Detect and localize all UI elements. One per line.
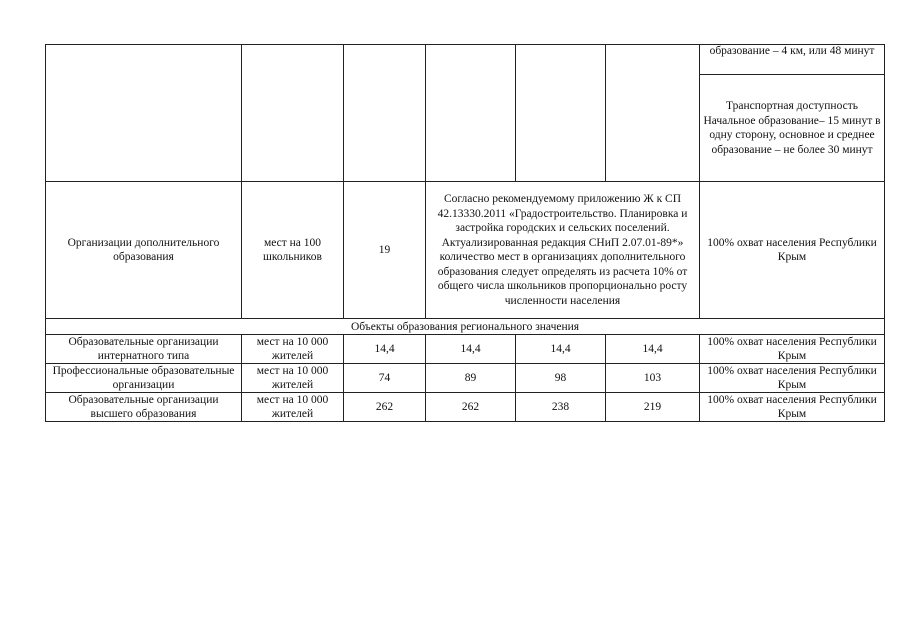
- education-standards-table: [45, 44, 885, 422]
- organization-name-cell: Образовательные организации высшего образования: [46, 393, 242, 422]
- value-cell: 262: [344, 393, 426, 422]
- coverage-cell: 100% охват населения Республики Крым: [700, 182, 885, 319]
- empty-cell: [242, 45, 344, 182]
- value-cell: 74: [344, 364, 426, 393]
- unit-cell: мест на 10 000 жителей: [242, 364, 344, 393]
- value-cell: 19: [344, 182, 426, 319]
- table-row: [46, 393, 885, 422]
- coverage-cell: 100% охват населения Республики Крым: [700, 393, 885, 422]
- empty-cell: [46, 45, 242, 182]
- value-cell: 14,4: [516, 335, 606, 364]
- empty-cell: [426, 45, 516, 182]
- value-cell: 219: [606, 393, 700, 422]
- empty-cell: [344, 45, 426, 182]
- note-cell: Согласно рекомендуемому приложению Ж к СП 42.13330.2011 «Градостроительство. Планировка и застройка городских и сельских поселений. Актуализированная редакция СНиП 2.07.01-89*» количество мест в организациях дополнительного образования следует определять из расчета 10% от общего числа школьников пропорционально росту численности населения: [426, 182, 700, 319]
- value-cell: 89: [426, 364, 516, 393]
- organization-name-cell: Организации дополнительного образования: [46, 182, 242, 319]
- empty-cell: [606, 45, 700, 182]
- coverage-cell: 100% охват населения Республики Крым: [700, 364, 885, 393]
- unit-cell: мест на 100 школьников: [242, 182, 344, 319]
- value-cell: 14,4: [344, 335, 426, 364]
- table-row: [46, 364, 885, 393]
- table-row: [46, 45, 885, 75]
- value-cell: 98: [516, 364, 606, 393]
- empty-cell: [516, 45, 606, 182]
- table-row: [46, 182, 885, 319]
- value-cell: 238: [516, 393, 606, 422]
- unit-cell: мест на 10 000 жителей: [242, 335, 344, 364]
- continuation-text-cell: образование – 4 км, или 48 минут: [700, 45, 885, 75]
- section-header: Объекты образования регионального значения: [46, 319, 885, 335]
- value-cell: 14,4: [426, 335, 516, 364]
- section-header-row: [46, 319, 885, 335]
- value-cell: 14,4: [606, 335, 700, 364]
- unit-cell: мест на 10 000 жителей: [242, 393, 344, 422]
- value-cell: 103: [606, 364, 700, 393]
- organization-name-cell: Образовательные организации интернатного типа: [46, 335, 242, 364]
- table-row: [46, 335, 885, 364]
- transport-accessibility-cell: Транспортная доступность Начальное образование– 15 минут в одну сторону, основное и среднее образование – не более 30 минут: [700, 75, 885, 182]
- organization-name-cell: Профессиональные образовательные организации: [46, 364, 242, 393]
- value-cell: 262: [426, 393, 516, 422]
- coverage-cell: 100% охват населения Республики Крым: [700, 335, 885, 364]
